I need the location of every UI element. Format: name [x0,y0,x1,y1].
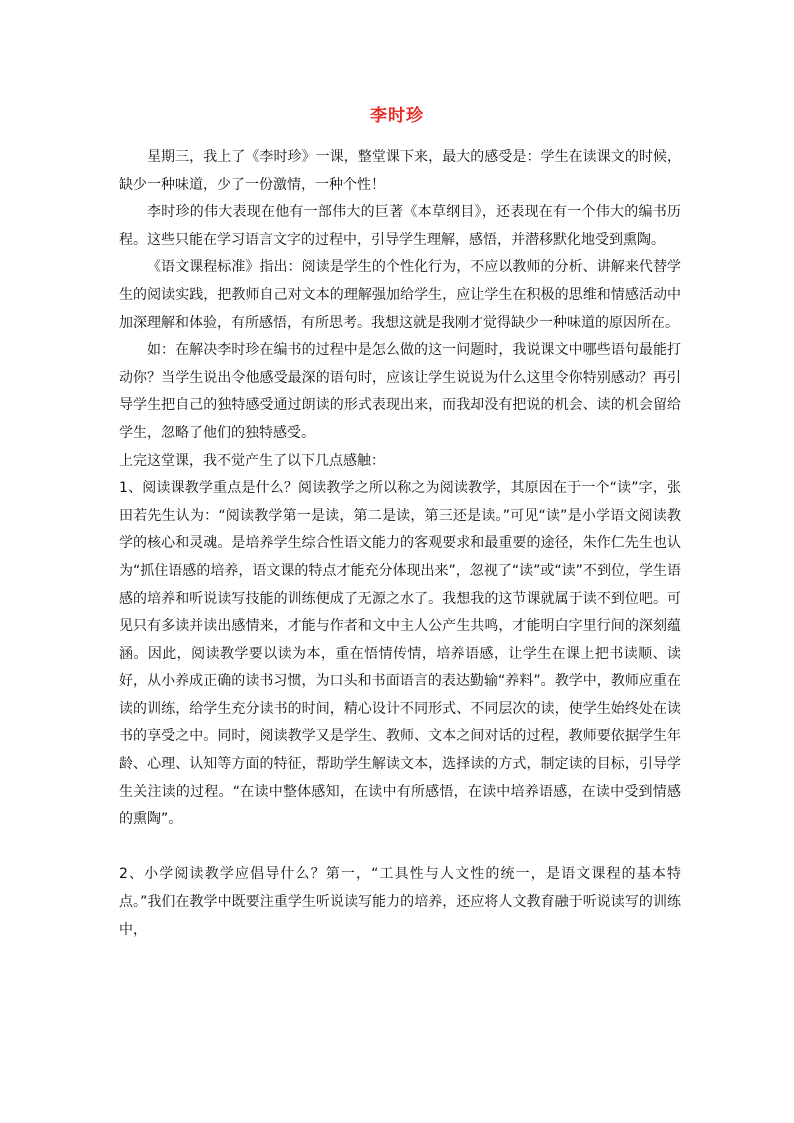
paragraph-4: 如：在解决李时珍在编书的过程中是怎么做的这一问题时，我说课文中哪些语句最能打动你？当学生说出令他感受最深的语句时，应该让学生说说为什么这里令你特别感动？再引导学生把自己的独特感受通过朗读的形式表现出来，而我却没有把说的机会、读的机会留给学生，忽略了他们的独特感受。 [119,342,681,441]
paragraph-2: 李时珍的伟大表现在他有一部伟大的巨著《本草纲目》，还表现在有一个伟大的编书历程。这些只能在学习语言文字的过程中，引导学生理解，感悟，并潜移默化地受到熏陶。 [119,204,681,248]
paragraph-1: 星期三，我上了《李时珍》一课，整堂课下来，最大的感受是：学生在读课文的时候，缺少一种味道，少了一份激情，一种个性！ [119,149,681,193]
document-body [119,144,681,944]
paragraph-5: 上完这堂课，我不觉产生了以下几点感触： [119,452,385,469]
paragraph-spacer [119,834,681,862]
document-title: 李时珍 [370,106,424,126]
paragraph-7: 2、小学阅读教学应倡导什么？第一，“工具性与人文性的统一，是语文课程的基本特点。”我们在教学中既要注重学生听说读写能力的培养，还应将人文教育融于听说读写的训练中， [119,866,681,938]
paragraph-6: 1、阅读课教学重点是什么？阅读教学之所以称之为阅读教学，其原因在于一个“读”字，张田若先生认为：“阅读教学第一是读，第二是读，第三还是读。”可见“读”是小学语文阅读教学的核心和灵魂。是培养学生综合性语文能力的客观要求和最重要的途径，朱作仁先生也认为“抓住语感的培养，语文课的特点才能充分体现出来”，忽视了“读”或“读”不到位，学生语感的培养和听说读写技能的训练便成了无源之水了。我想我的这节课就属于读不到位吧。可见只有多读并读出感情来，才能与作者和文中主人公产生共鸣，才能明白字里行间的深刻蕴涵。因此，阅读教学要以读为本，重在悟情传情，培养语感，让学生在课上把书读顺、读好，从小养成正确的读书习惯，为口头和书面语言的表达勤输“养料”。教学中，教师应重在读的训练，给学生充分读书的时间，精心设计不同形式、不同层次的读，使学生始终处在读书的享受之中。同时，阅读教学又是学生、教师、文本之间对话的过程，教师要依据学生年龄、心理、认知等方面的特征，帮助学生解读文本，选择读的方式，制定读的目标，引导学生关注读的过程。“在读中整体感知，在读中有所感悟，在读中培养语感，在读中受到情感的熏陶”。 [119,480,681,828]
paragraph-3: 《语文课程标准》指出：阅读是学生的个性化行为，不应以教师的分析、讲解来代替学生的阅读实践，把教师自己对文本的理解强加给学生，应让学生在积极的思维和情感活动中加深理解和体验，有所感悟，有所思考。我想这就是我刚才觉得缺少一种味道的原因所在。 [119,259,681,331]
